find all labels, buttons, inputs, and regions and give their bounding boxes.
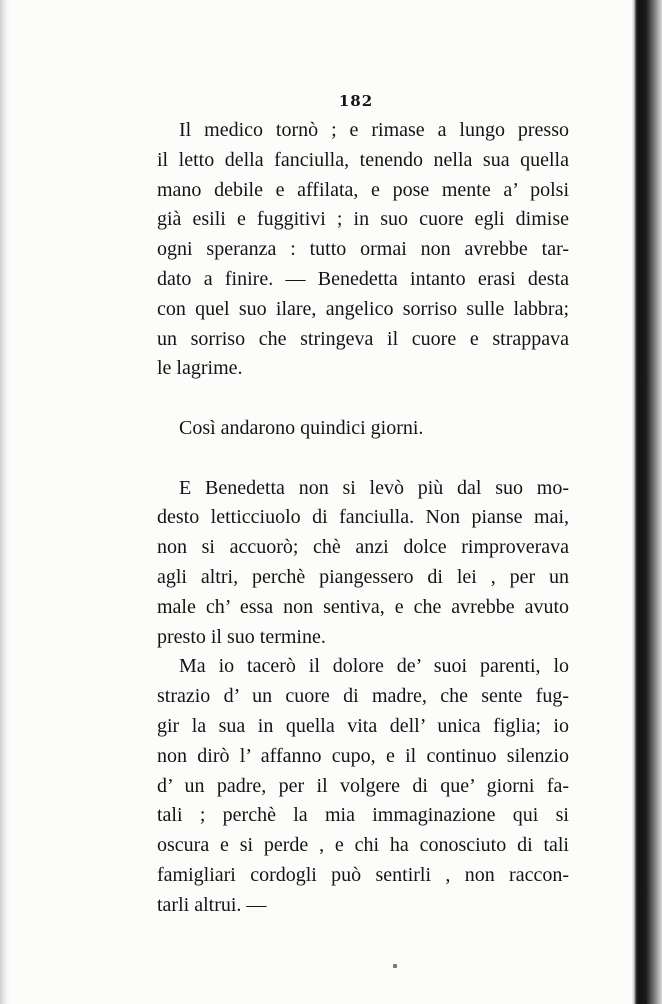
text-line: mano debile e affilata, e pose mente a’ polsi xyxy=(157,178,569,201)
text-line: tali ; perchè la mia immaginazione qui si xyxy=(157,804,569,827)
text-line: le lagrime. xyxy=(157,357,243,380)
text-line: dato a finire. — Benedetta intanto erasi desta xyxy=(157,267,569,290)
text-line: tarli altrui. — xyxy=(157,893,267,916)
text-line: agli altri, perchè piangessero di lei , per un xyxy=(157,565,569,588)
text-line: Il medico tornò ; e rimase a lungo presso xyxy=(179,119,569,141)
text-line: Ma io tacerò il dolore de’ suoi parenti, lo xyxy=(179,655,569,678)
page-number: 182 xyxy=(338,92,374,110)
paragraph-gap xyxy=(157,444,569,474)
text-line: strazio d’ un cuore di madre, che sente fug- xyxy=(157,685,569,708)
text-line: E Benedetta non si levò più dal suo mo- xyxy=(179,476,569,499)
text-line: ogni speranza : tutto ormai non avrebbe tar- xyxy=(157,238,569,261)
text-line: gir la sua in quella vita dell’ unica figlia; io xyxy=(157,714,569,737)
text-line: non si accuorò; chè anzi dolce rimproverava xyxy=(157,536,569,559)
text-line: Così andarono quindici giorni. xyxy=(179,416,424,439)
body-text xyxy=(157,116,569,921)
text-line: non dirò l’ affanno cupo, e il continuo silenzio xyxy=(157,744,569,767)
book-binding-shadow xyxy=(632,0,662,1004)
text-line: il letto della fanciulla, tenendo nella sua quella xyxy=(157,148,569,171)
text-line: presto il suo termine. xyxy=(157,625,326,648)
text-line: con quel suo ilare, angelico sorriso sulle labbra; xyxy=(157,297,569,320)
text-line: d’ un padre, per il volgere di que’ giorni fa- xyxy=(157,774,569,797)
text-line: desto letticciuolo di fanciulla. Non pianse mai, xyxy=(157,506,569,529)
text-line: oscura e si perde , e chi ha conosciuto di tali xyxy=(157,834,569,857)
text-line: già esili e fuggitivi ; in suo cuore egli dimise xyxy=(157,208,569,231)
paragraph-gap xyxy=(157,384,569,414)
print-mark xyxy=(393,964,397,968)
page-left-edge xyxy=(0,0,10,1004)
text-line: famigliari cordogli può sentirli , non raccon- xyxy=(157,863,569,886)
text-line: un sorriso che stringeva il cuore e strappava xyxy=(157,327,569,350)
text-line: male ch’ essa non sentiva, e che avrebbe avuto xyxy=(157,595,569,618)
